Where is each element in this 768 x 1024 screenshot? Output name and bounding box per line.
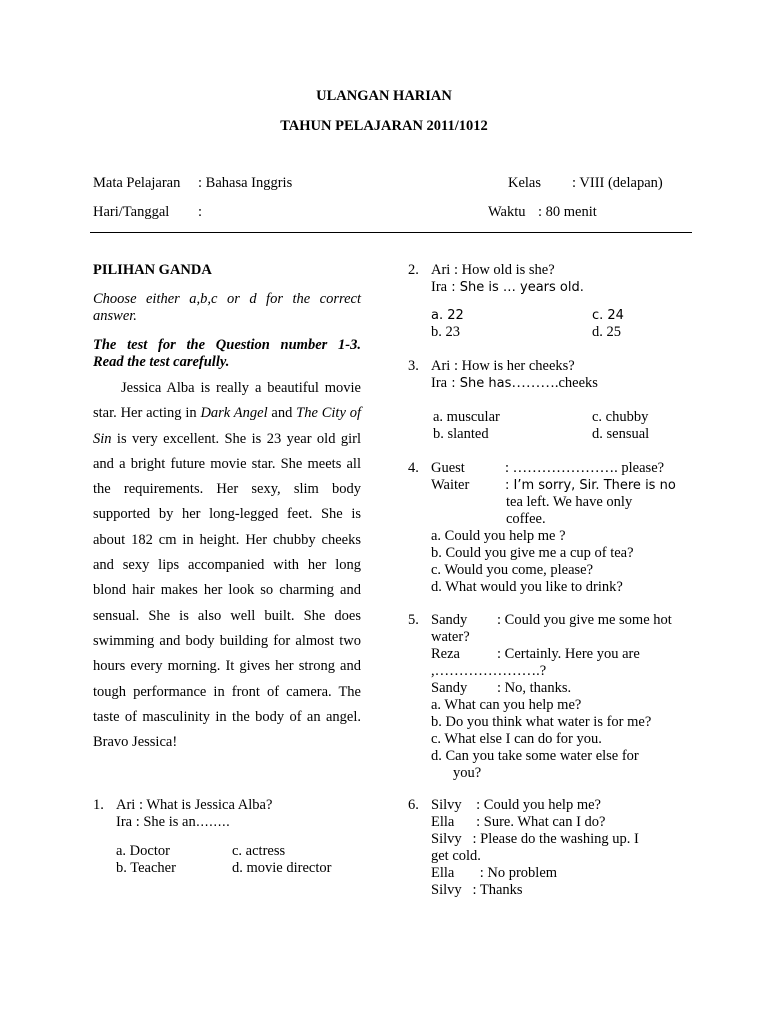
- q3-option-c: c. chubby: [592, 409, 649, 425]
- q4-guest-label: Guest: [431, 460, 465, 476]
- q4-guest-text: : …………………. please?: [505, 460, 665, 476]
- q5-sandy2-text: : No, thanks.: [497, 680, 572, 696]
- q5-option-b: b. Do you think what water is for me?: [431, 714, 652, 730]
- exam-year: TAHUN PELAJARAN 2011/1012: [280, 118, 488, 134]
- q1-option-b: b. Teacher: [116, 860, 176, 876]
- passage-text-3: is very excellent. She is 23 year old girl and a bright future movie star. She meets all the requirements. Her sexy, slim body supported by her long-legged feet. She is about 182 cm in height. Her chubby cheeks and sexy lips accompanied with her long blond hair makes her look so charming and sensual. She is also well built. She does swimming and body building for almost two hours every morning. It gives her strong and tough performance in front of camera. The taste of masculinity in the body of an angel. Bravo Jessica!: [93, 430, 361, 751]
- date-value: :: [198, 204, 203, 220]
- q2-option-c: c. 24: [592, 308, 624, 323]
- q5-option-d-1: d. Can you take some water else for: [431, 748, 639, 764]
- q5-reza-text-2: ,………………….?: [431, 663, 547, 679]
- q4-option-c: c. Would you come, please?: [431, 562, 594, 578]
- q6-line-4: get cold.: [431, 848, 481, 864]
- q3-option-d: d. sensual: [592, 426, 650, 442]
- subject-label: Mata Pelajaran: [93, 175, 181, 191]
- q2-line-2-speaker: Ira: [431, 279, 448, 295]
- passage-text-2: and: [267, 405, 297, 422]
- q4-option-d: d. What would you like to drink?: [431, 579, 623, 595]
- q2-option-d: d. 25: [592, 324, 621, 340]
- date-label: Hari/Tanggal: [93, 204, 170, 220]
- test-note-line-2: Read the test carefully.: [93, 354, 230, 370]
- q4-waiter-text-3: coffee.: [506, 511, 546, 527]
- reading-passage: [93, 376, 361, 755]
- q1-line-1: Ari : What is Jessica Alba?: [116, 797, 273, 813]
- instruction-line-2: answer.: [93, 308, 137, 324]
- q3-option-a: a. muscular: [433, 409, 500, 425]
- q4-number: 4.: [408, 460, 419, 476]
- q4-option-b: b. Could you give me a cup of tea?: [431, 545, 634, 561]
- q1-number: 1.: [93, 797, 104, 813]
- q3-line-1: Ari : How is her cheeks?: [431, 358, 575, 374]
- q5-sandy-label: Sandy: [431, 612, 468, 628]
- q6-line-6: Silvy : Thanks: [431, 882, 523, 898]
- instruction-line-1: Choose either a,b,c or d for the correct: [93, 291, 361, 307]
- class-value: : VIII (delapan): [572, 175, 663, 191]
- time-value: : 80 menit: [538, 204, 597, 220]
- q2-number: 2.: [408, 262, 419, 278]
- subject-value: : Bahasa Inggris: [198, 175, 293, 191]
- class-label: Kelas: [508, 175, 542, 191]
- q5-reza-label: Reza: [431, 646, 460, 662]
- q1-line-2-text: Ira : She is an: [116, 814, 196, 830]
- q2-option-b: b. 23: [431, 324, 460, 340]
- q1-option-a: a. Doctor: [116, 843, 170, 859]
- section-title: PILIHAN GANDA: [93, 262, 212, 278]
- q5-sandy-text-1: : Could you give me some hot: [497, 612, 672, 628]
- q4-option-a: a. Could you help me ?: [431, 528, 566, 544]
- exam-title: ULANGAN HARIAN: [316, 88, 452, 104]
- q6-line-5: Ella : No problem: [431, 865, 558, 881]
- time-label: Waktu: [488, 204, 526, 220]
- q5-option-a: a. What can you help me?: [431, 697, 582, 713]
- q6-line-3: Silvy : Please do the washing up. I: [431, 831, 639, 847]
- q5-option-d-2: you?: [453, 765, 482, 781]
- header-divider: [90, 232, 692, 233]
- q4-waiter-text-1: : I’m sorry, Sir. There is no: [505, 478, 676, 493]
- q3-line-2-dots: ……….cheeks: [511, 375, 598, 391]
- q3-line-2-text: : She has: [447, 376, 512, 391]
- passage-title-dark-angel: Dark Angel: [200, 405, 268, 422]
- passage-title-city-of-sin: The City of Sin: [93, 405, 361, 447]
- q5-sandy-text-1b: water?: [431, 629, 470, 645]
- q4-waiter-label: Waiter: [431, 477, 470, 493]
- passage-text-1: Jessica Alba is really a beautiful movie star. Her acting in: [93, 380, 361, 422]
- q3-line-2: [431, 375, 598, 392]
- q1-line-2: [116, 814, 230, 831]
- q6-line-1: Silvy : Could you help me?: [431, 797, 601, 813]
- q1-option-d: d. movie director: [232, 860, 332, 876]
- q2-line-1: Ari : How old is she?: [431, 262, 555, 278]
- q5-sandy2-label: Sandy: [431, 680, 468, 696]
- q2-line-2: [431, 279, 584, 296]
- q3-option-b: b. slanted: [433, 426, 489, 442]
- q1-option-c: c. actress: [232, 843, 286, 859]
- q4-waiter-text-2: tea left. We have only: [506, 494, 633, 510]
- q6-number: 6.: [408, 797, 419, 813]
- q2-option-a: a. 22: [431, 308, 464, 323]
- q1-line-2-dots: ……..: [195, 815, 230, 830]
- q5-number: 5.: [408, 612, 419, 628]
- q6-line-2: Ella : Sure. What can I do?: [431, 814, 606, 830]
- q3-number: 3.: [408, 358, 419, 374]
- test-note-line-1: The test for the Question number 1-3.: [93, 337, 361, 353]
- q2-line-2-text: : She is … years old.: [447, 280, 584, 295]
- q5-option-c: c. What else I can do for you.: [431, 731, 602, 747]
- q3-line-2-speaker: Ira: [431, 375, 448, 391]
- q5-reza-text-1: : Certainly. Here you are: [497, 646, 640, 662]
